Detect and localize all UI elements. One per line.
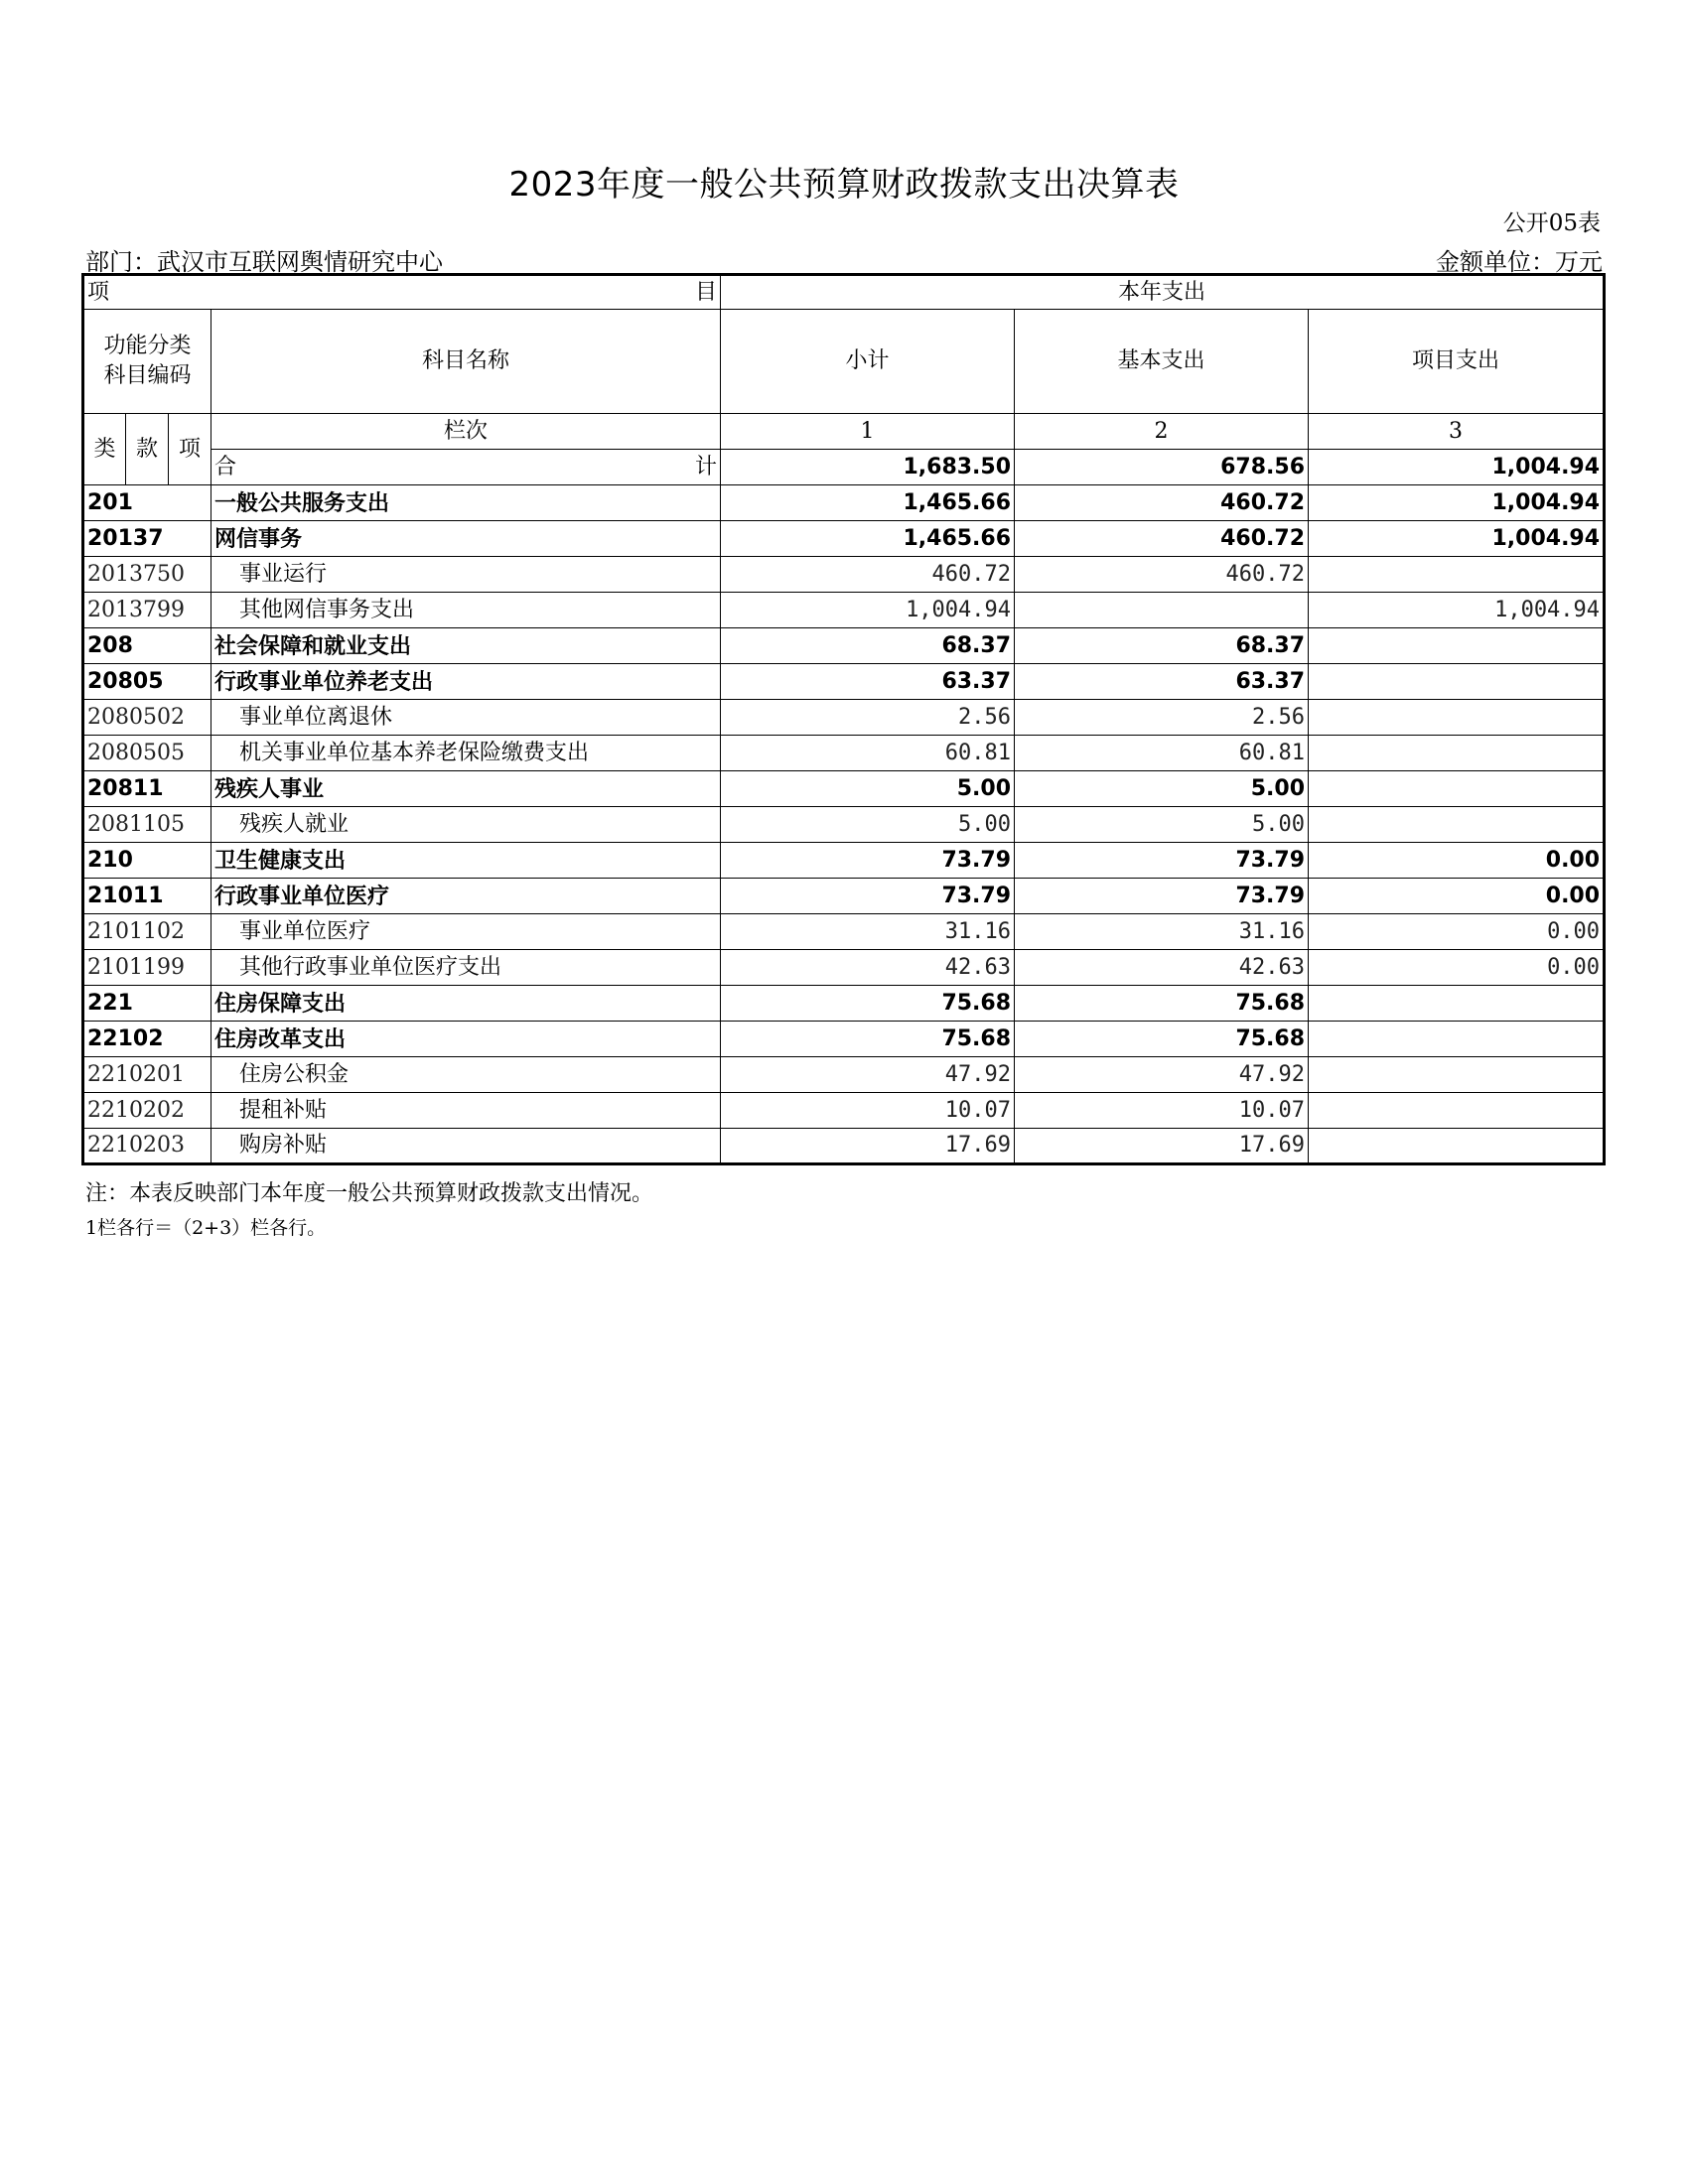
row-name: 事业单位离退休 [211, 700, 721, 736]
row-code: 2210201 [83, 1057, 211, 1093]
row-basic: 5.00 [1015, 807, 1309, 843]
row-subtotal: 73.79 [721, 843, 1015, 879]
row-code: 210 [83, 843, 211, 879]
row-basic [1015, 593, 1309, 628]
row-project [1309, 736, 1605, 771]
row-basic: 47.92 [1015, 1057, 1309, 1093]
row-basic: 60.81 [1015, 736, 1309, 771]
header-row-2 [83, 310, 1605, 414]
item-header-right: 目 [695, 279, 718, 305]
row-subtotal: 5.00 [721, 807, 1015, 843]
row-subtotal: 1,465.66 [721, 521, 1015, 557]
table-row [83, 771, 1605, 807]
table-row [83, 1022, 1605, 1057]
year-expense-header: 本年支出 [721, 275, 1605, 310]
row-name: 住房公积金 [211, 1057, 721, 1093]
row-subtotal: 73.79 [721, 879, 1015, 914]
note-line-1: 注：本表反映部门本年度一般公共预算财政拨款支出情况。 [85, 1181, 654, 1206]
col-no-3: 3 [1309, 414, 1605, 450]
row-code: 208 [83, 628, 211, 664]
col-no-2: 2 [1015, 414, 1309, 450]
row-project [1309, 664, 1605, 700]
table-row [83, 1129, 1605, 1164]
row-project [1309, 1093, 1605, 1129]
row-code: 2081105 [83, 807, 211, 843]
table-row [83, 1093, 1605, 1129]
row-name: 购房补贴 [211, 1129, 721, 1164]
row-basic: 73.79 [1015, 879, 1309, 914]
table-row [83, 914, 1605, 950]
row-basic: 42.63 [1015, 950, 1309, 986]
table-row [83, 807, 1605, 843]
subtotal-header: 小计 [721, 310, 1015, 414]
row-basic: 63.37 [1015, 664, 1309, 700]
table-row [83, 843, 1605, 879]
row-subtotal: 47.92 [721, 1057, 1015, 1093]
table-row [83, 664, 1605, 700]
header-row-3 [83, 414, 1605, 450]
page-title: 2023年度一般公共预算财政拨款支出决算表 [508, 165, 1180, 205]
row-code: 20805 [83, 664, 211, 700]
row-project [1309, 628, 1605, 664]
row-name: 残疾人事业 [211, 771, 721, 807]
xiang-header: 项 [169, 414, 211, 485]
row-basic: 73.79 [1015, 843, 1309, 879]
item-header-cell [83, 275, 721, 310]
row-code: 201 [83, 485, 211, 521]
table-row [83, 879, 1605, 914]
col-index-header: 栏次 [211, 414, 721, 450]
table-row [83, 557, 1605, 593]
row-code: 221 [83, 986, 211, 1022]
item-header-left: 项 [87, 279, 110, 305]
project-header: 项目支出 [1309, 310, 1605, 414]
table-row [83, 628, 1605, 664]
row-project [1309, 986, 1605, 1022]
row-name: 一般公共服务支出 [211, 485, 721, 521]
row-basic: 460.72 [1015, 557, 1309, 593]
header-row-1 [83, 275, 1605, 310]
func-code-header: 功能分类 科目编码 [83, 310, 211, 414]
row-subtotal: 2.56 [721, 700, 1015, 736]
row-code: 2013750 [83, 557, 211, 593]
row-project: 1,004.94 [1309, 593, 1605, 628]
row-subtotal: 10.07 [721, 1093, 1015, 1129]
row-project: 0.00 [1309, 950, 1605, 986]
row-subtotal: 460.72 [721, 557, 1015, 593]
row-project [1309, 1022, 1605, 1057]
row-code: 2101199 [83, 950, 211, 986]
row-code: 2210203 [83, 1129, 211, 1164]
row-code: 21011 [83, 879, 211, 914]
row-basic: 460.72 [1015, 521, 1309, 557]
row-subtotal: 63.37 [721, 664, 1015, 700]
row-subtotal: 17.69 [721, 1129, 1015, 1164]
row-name: 其他行政事业单位医疗支出 [211, 950, 721, 986]
table-row [83, 736, 1605, 771]
table-row [83, 986, 1605, 1022]
row-code: 2013799 [83, 593, 211, 628]
table-row [83, 521, 1605, 557]
row-basic: 460.72 [1015, 485, 1309, 521]
row-name: 社会保障和就业支出 [211, 628, 721, 664]
row-project [1309, 700, 1605, 736]
row-subtotal: 75.68 [721, 1022, 1015, 1057]
total-subtotal: 1,683.50 [721, 450, 1015, 485]
notes [85, 1177, 653, 1245]
row-project: 0.00 [1309, 879, 1605, 914]
row-name: 机关事业单位基本养老保险缴费支出 [211, 736, 721, 771]
row-name: 住房保障支出 [211, 986, 721, 1022]
row-code: 2080505 [83, 736, 211, 771]
row-name: 残疾人就业 [211, 807, 721, 843]
department-label: 部门：武汉市互联网舆情研究中心 [85, 248, 443, 276]
row-subtotal: 31.16 [721, 914, 1015, 950]
row-project [1309, 771, 1605, 807]
row-subtotal: 75.68 [721, 986, 1015, 1022]
row-basic: 75.68 [1015, 986, 1309, 1022]
row-project [1309, 1129, 1605, 1164]
row-basic: 31.16 [1015, 914, 1309, 950]
row-subtotal: 1,004.94 [721, 593, 1015, 628]
row-basic: 17.69 [1015, 1129, 1309, 1164]
row-name: 行政事业单位医疗 [211, 879, 721, 914]
row-subtotal: 42.63 [721, 950, 1015, 986]
row-basic: 68.37 [1015, 628, 1309, 664]
row-basic: 10.07 [1015, 1093, 1309, 1129]
row-name: 行政事业单位养老支出 [211, 664, 721, 700]
row-name: 提租补贴 [211, 1093, 721, 1129]
row-code: 2101102 [83, 914, 211, 950]
row-basic: 75.68 [1015, 1022, 1309, 1057]
basic-header: 基本支出 [1015, 310, 1309, 414]
total-row [83, 450, 1605, 485]
table-row [83, 485, 1605, 521]
row-subtotal: 5.00 [721, 771, 1015, 807]
row-project [1309, 557, 1605, 593]
subject-name-header: 科目名称 [211, 310, 721, 414]
unit-label: 金额单位：万元 [1436, 248, 1603, 276]
table-row [83, 593, 1605, 628]
row-code: 2210202 [83, 1093, 211, 1129]
table-row [83, 1057, 1605, 1093]
form-code: 公开05表 [1502, 210, 1601, 236]
table-row [83, 700, 1605, 736]
kuan-header: 款 [126, 414, 169, 485]
row-name: 住房改革支出 [211, 1022, 721, 1057]
note-line-2: 1栏各行＝（2+3）栏各行。 [85, 1217, 327, 1239]
total-basic: 678.56 [1015, 450, 1309, 485]
row-subtotal: 60.81 [721, 736, 1015, 771]
row-basic: 5.00 [1015, 771, 1309, 807]
row-name: 卫生健康支出 [211, 843, 721, 879]
row-name: 事业运行 [211, 557, 721, 593]
row-name: 其他网信事务支出 [211, 593, 721, 628]
col-no-1: 1 [721, 414, 1015, 450]
lei-header: 类 [83, 414, 126, 485]
expenditure-table [81, 273, 1606, 1165]
row-subtotal: 68.37 [721, 628, 1015, 664]
total-project: 1,004.94 [1309, 450, 1605, 485]
row-code: 2080502 [83, 700, 211, 736]
row-name: 事业单位医疗 [211, 914, 721, 950]
row-code: 20811 [83, 771, 211, 807]
row-name: 网信事务 [211, 521, 721, 557]
total-label-right: 计 [695, 454, 718, 479]
row-project: 1,004.94 [1309, 485, 1605, 521]
row-subtotal: 1,465.66 [721, 485, 1015, 521]
row-project: 0.00 [1309, 914, 1605, 950]
row-basic: 2.56 [1015, 700, 1309, 736]
table-row [83, 950, 1605, 986]
row-project: 0.00 [1309, 843, 1605, 879]
row-project: 1,004.94 [1309, 521, 1605, 557]
row-project [1309, 1057, 1605, 1093]
row-project [1309, 807, 1605, 843]
total-label-cell [211, 450, 721, 485]
total-label-left: 合 [214, 454, 237, 479]
row-code: 22102 [83, 1022, 211, 1057]
row-code: 20137 [83, 521, 211, 557]
